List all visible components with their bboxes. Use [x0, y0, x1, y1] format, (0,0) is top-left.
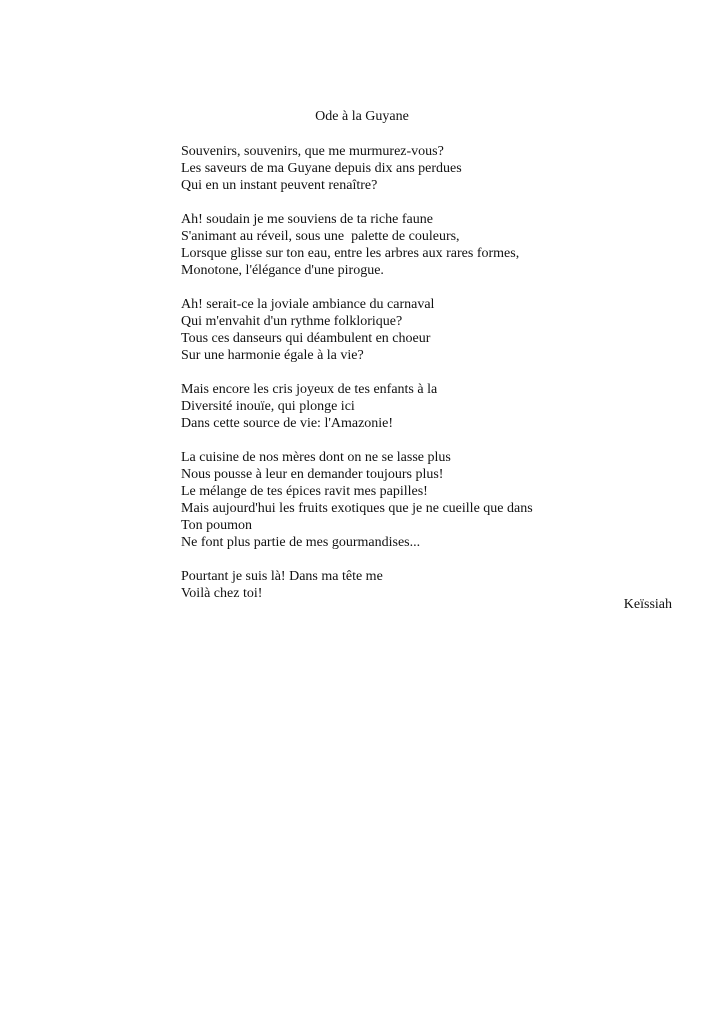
- author-signature: Keïssiah: [623, 597, 672, 612]
- poem-title: Ode à la Guyane: [315, 109, 409, 124]
- poem-line: Mais encore les cris joyeux de tes enfants à la: [181, 382, 438, 397]
- poem-line: La cuisine de nos mères dont on ne se lasse plus: [181, 450, 451, 465]
- poem-line: Souvenirs, souvenirs, que me murmurez-vous?: [181, 144, 444, 159]
- stanza-5: [181, 449, 681, 551]
- poem-line: Ah! soudain je me souviens de ta riche faune: [181, 212, 433, 227]
- stanza-3: [181, 296, 681, 364]
- stanza-6: [181, 568, 681, 602]
- stanza-4: [181, 381, 681, 432]
- poem-line: Monotone, l'élégance d'une pirogue.: [181, 263, 384, 278]
- poem-line: Qui en un instant peuvent renaître?: [181, 178, 378, 193]
- poem-line: S'animant au réveil, sous une palette de couleurs,: [181, 229, 460, 244]
- poem-line: Qui m'envahit d'un rythme folklorique?: [181, 314, 403, 329]
- poem-line: Diversité inouïe, qui plonge ici: [181, 399, 355, 414]
- poem-line: Ton poumon: [181, 518, 252, 533]
- poem-line: Mais aujourd'hui les fruits exotiques que je ne cueille que dans: [181, 501, 533, 516]
- poem-line: Voilà chez toi!: [181, 586, 263, 601]
- stanza-1: [181, 143, 681, 194]
- stanza-2: [181, 211, 681, 279]
- poem-body: [181, 143, 681, 619]
- poem-line: Le mélange de tes épices ravit mes papilles!: [181, 484, 428, 499]
- poem-line: Lorsque glisse sur ton eau, entre les arbres aux rares formes,: [181, 246, 520, 261]
- poem-line: Pourtant je suis là! Dans ma tête me: [181, 569, 383, 584]
- poem-line: Dans cette source de vie: l'Amazonie!: [181, 416, 394, 431]
- poem-line: Nous pousse à leur en demander toujours plus!: [181, 467, 444, 482]
- poem-line: Les saveurs de ma Guyane depuis dix ans perdues: [181, 161, 462, 176]
- poem-line: Ah! serait-ce la joviale ambiance du carnaval: [181, 297, 435, 312]
- poem-line: Tous ces danseurs qui déambulent en choeur: [181, 331, 431, 346]
- poem-line: Sur une harmonie égale à la vie?: [181, 348, 364, 363]
- poem-line: Ne font plus partie de mes gourmandises...: [181, 535, 421, 550]
